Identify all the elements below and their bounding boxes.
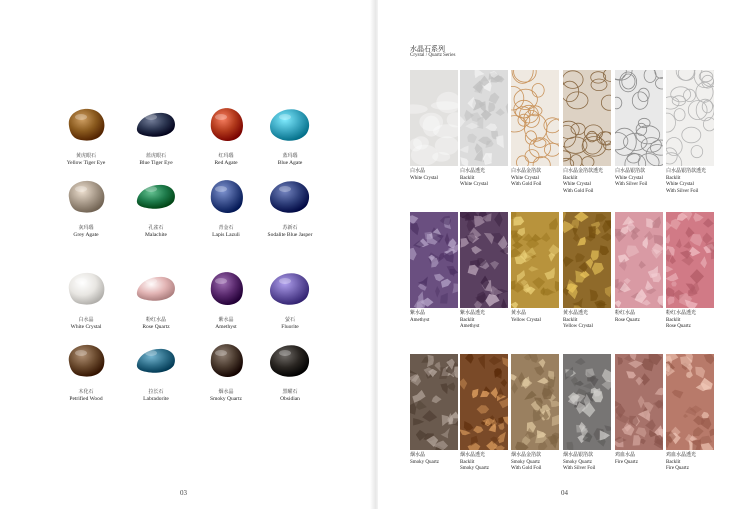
stone-name-en: Grey Agate: [73, 232, 99, 238]
stone-name-cn: 黑曜石: [282, 390, 298, 395]
swatch-item: [410, 70, 458, 182]
stone-item: [120, 174, 192, 239]
swatch-name-en: Rose Quartz: [615, 317, 640, 323]
stone-item: [190, 174, 262, 239]
swatch-name-en: Backlit: [666, 175, 681, 181]
swatch-name-en: With Gold Foil: [511, 466, 542, 471]
stone-item: [190, 338, 262, 403]
series-title-en: Crystal / Quartz Series: [410, 53, 456, 58]
material-swatch: [615, 212, 663, 308]
swatch-caption: [410, 311, 458, 324]
material-swatch: [666, 354, 714, 450]
stone-name-cn: 木化石: [78, 390, 94, 395]
series-title-cn: 水晶石系列: [410, 45, 445, 53]
material-swatch: [410, 70, 458, 166]
swatch-item: [460, 354, 508, 473]
stone-name-en: Sodalite Blue Jasper: [267, 232, 313, 238]
swatch-name-en: With Silver Foil: [615, 182, 648, 187]
smoky-quartz-stone-icon: [203, 338, 249, 382]
swatch-name-en: White Crystal: [410, 175, 438, 181]
stone-name-cn: 青金石: [218, 226, 234, 231]
stone-name-cn: 拉长石: [148, 390, 164, 395]
swatch-name-en: With Gold Foil: [563, 188, 594, 194]
swatch-item: [615, 354, 663, 466]
stone-name-en: Blue Tiger Eye: [139, 160, 173, 166]
swatch-name-en: Smoky Quartz: [460, 466, 490, 471]
stone-name-en: Red Agate: [214, 160, 238, 166]
swatch-name-cn: 紫水晶透光: [460, 311, 486, 316]
swatch-caption: [410, 169, 458, 182]
material-swatch: [460, 354, 508, 450]
malachite-stone-icon: [133, 174, 179, 218]
obsidian-stone-icon: [267, 338, 313, 382]
stone-name-en: Fluorite: [281, 324, 299, 330]
swatch-name-cn: 鸡血水晶: [615, 453, 636, 458]
stone-name-en: Amethyst: [215, 324, 237, 330]
grey-agate-stone-icon: [63, 174, 109, 218]
swatch-name-en: White Crystal: [563, 182, 591, 187]
lapis-lazuli-stone-icon: [203, 174, 249, 218]
amethyst-stone-icon: [203, 266, 249, 310]
material-swatch: [460, 70, 508, 166]
white-crystal-stone-icon: [63, 266, 109, 310]
swatch-name-en: Rose Quartz: [666, 324, 691, 329]
swatch-name-cn: 粉红水晶: [615, 311, 636, 316]
swatch-name-en: White Crystal: [666, 182, 694, 187]
swatch-caption: [511, 453, 559, 473]
swatch-name-en: White Crystal: [511, 175, 539, 181]
stone-name-en: Petrified Wood: [69, 396, 103, 402]
swatch-item: [460, 212, 508, 331]
swatch-name-en: Smoky Quartz: [511, 459, 541, 465]
swatch-name-en: With Silver Foil: [666, 188, 699, 194]
swatch-caption: [563, 311, 611, 331]
blue-agate-stone-icon: [267, 102, 313, 146]
stone-name-cn: 孔雀石: [148, 226, 164, 231]
swatch-name-cn: 粉红水晶透光: [666, 311, 697, 316]
stone-item: [254, 266, 326, 331]
left-page: [0, 0, 372, 509]
swatch-name-en: Amethyst: [410, 317, 430, 323]
swatch-caption: [460, 453, 508, 473]
stone-name-en: White Crystal: [70, 324, 102, 330]
material-swatch: [615, 70, 663, 166]
stone-name-en: Smoky Quartz: [210, 396, 242, 402]
material-swatch: [410, 212, 458, 308]
swatch-item: [666, 70, 714, 195]
swatch-item: [563, 212, 611, 331]
stone-item: [50, 174, 122, 239]
stone-item: [254, 338, 326, 403]
swatch-caption: [666, 169, 714, 195]
swatch-name-cn: 白水晶透光: [460, 169, 486, 174]
swatch-name-cn: 烟水晶银箔款: [563, 453, 594, 458]
swatch-caption: [615, 169, 663, 189]
swatch-name-cn: 鸡血水晶透光: [666, 453, 697, 458]
material-swatch: [666, 70, 714, 166]
stone-item: [190, 266, 262, 331]
stone-item: [254, 102, 326, 167]
swatch-caption: [666, 311, 714, 331]
swatch-name-cn: 白水晶银箔款: [615, 169, 646, 174]
swatch-item: [563, 70, 611, 195]
stone-name-en: Malachite: [145, 232, 167, 238]
material-swatch: [511, 354, 559, 450]
swatch-name-cn: 黄水晶: [511, 311, 527, 316]
swatch-caption: [511, 311, 559, 324]
red-agate-stone-icon: [203, 102, 249, 146]
swatch-name-en: Fire Quartz: [615, 459, 638, 465]
stone-item: [190, 102, 262, 167]
stone-name-en: Obsidian: [280, 396, 300, 402]
swatch-name-en: White Crystal: [615, 175, 643, 181]
swatch-name-en: White Crystal: [460, 182, 488, 187]
swatch-name-en: Backlit: [460, 175, 475, 181]
swatch-caption: [511, 169, 559, 189]
right-page: [378, 0, 750, 509]
swatch-name-cn: 白水晶银箔款透光: [666, 169, 707, 174]
stone-name-cn: 萤石: [284, 318, 295, 323]
swatch-name-cn: 白水晶金箔款透光: [563, 169, 604, 174]
swatch-name-en: With Silver Foil: [563, 466, 596, 471]
swatch-item: [666, 212, 714, 331]
swatch-name-en: Backlit: [460, 459, 475, 465]
sodalite-stone-icon: [267, 174, 313, 218]
stone-item: [120, 338, 192, 403]
swatch-name-en: Backlit: [460, 317, 475, 323]
material-swatch: [460, 212, 508, 308]
material-swatch: [666, 212, 714, 308]
swatch-name-en: Backlit: [563, 175, 578, 181]
stone-name-cn: 粉红水晶: [145, 318, 166, 323]
stone-name-cn: 蓝虎眼石: [145, 154, 166, 159]
swatch-name-en: Backlit: [666, 317, 681, 323]
swatch-caption: [563, 453, 611, 473]
stone-name-cn: 烟水晶: [218, 390, 234, 395]
swatch-name-en: Amethyst: [460, 324, 480, 329]
stone-name-cn: 苏新石: [282, 226, 298, 231]
swatch-caption: [615, 311, 663, 324]
swatch-caption: [460, 169, 508, 189]
stone-name-cn: 紫水晶: [218, 318, 234, 323]
swatch-item: [615, 70, 663, 189]
swatch-caption: [615, 453, 663, 466]
swatch-item: [511, 70, 559, 189]
stone-name-cn: 灰玛瑙: [78, 226, 94, 231]
swatch-name-cn: 紫水晶: [410, 311, 426, 316]
swatch-item: [615, 212, 663, 324]
swatch-name-cn: 白水晶: [410, 169, 426, 174]
swatch-name-en: With Gold Foil: [511, 182, 542, 187]
swatch-name-cn: 黄水晶透光: [563, 311, 589, 316]
stone-name-en: Blue Agate: [277, 160, 303, 166]
yellow-tiger-eye-stone-icon: [63, 102, 109, 146]
stone-item: [50, 338, 122, 403]
rose-quartz-stone-icon: [133, 266, 179, 310]
swatch-name-en: Yellow Crystal: [563, 324, 593, 329]
swatch-item: [511, 354, 559, 473]
swatch-caption: [563, 169, 611, 195]
labradorite-stone-icon: [133, 338, 179, 382]
swatch-item: [410, 212, 458, 324]
stone-name-cn: 蓝玛瑙: [282, 154, 298, 159]
swatch-name-en: Backlit: [563, 317, 578, 323]
stone-item: [50, 266, 122, 331]
material-swatch: [563, 354, 611, 450]
material-swatch: [563, 212, 611, 308]
stone-name-en: Yellow Tiger Eye: [66, 160, 106, 166]
petrified-wood-stone-icon: [63, 338, 109, 382]
swatch-name-cn: 烟水晶: [410, 453, 426, 458]
swatch-item: [460, 70, 508, 189]
blue-tiger-eye-stone-icon: [133, 102, 179, 146]
stone-name-cn: 白水晶: [78, 318, 94, 323]
fluorite-stone-icon: [267, 266, 313, 310]
swatch-name-cn: 烟水晶透光: [460, 453, 486, 458]
swatch-item: [410, 354, 458, 466]
stone-item: [254, 174, 326, 239]
swatch-name-en: Smoky Quartz: [410, 459, 440, 465]
stone-name-en: Rose Quartz: [142, 324, 170, 330]
page-number-left: 03: [180, 489, 187, 497]
stone-item: [50, 102, 122, 167]
stone-item: [120, 102, 192, 167]
stone-name-cn: 红玛瑙: [218, 154, 234, 159]
swatch-caption: [666, 453, 714, 473]
stone-item: [120, 266, 192, 331]
swatch-item: [511, 212, 559, 324]
page-number-right: 04: [561, 489, 568, 497]
swatch-caption: [410, 453, 458, 466]
swatch-caption: [460, 311, 508, 331]
swatch-item: [666, 354, 714, 473]
swatch-name-en: Smoky Quartz: [563, 459, 593, 465]
swatch-name-cn: 烟水晶金箔款: [511, 453, 542, 458]
swatch-name-cn: 白水晶金箔款: [511, 169, 542, 174]
material-swatch: [563, 70, 611, 166]
swatch-name-en: Fire Quartz: [666, 466, 689, 471]
material-swatch: [615, 354, 663, 450]
material-swatch: [511, 70, 559, 166]
stone-name-en: Labradorite: [143, 396, 169, 402]
stone-name-en: Lapis Lazuli: [212, 232, 240, 238]
material-swatch: [511, 212, 559, 308]
swatch-item: [563, 354, 611, 473]
swatch-name-en: Backlit: [666, 459, 681, 465]
stone-name-cn: 黄虎眼石: [75, 154, 96, 159]
material-swatch: [410, 354, 458, 450]
swatch-name-en: Yellow Crystal: [511, 317, 541, 323]
